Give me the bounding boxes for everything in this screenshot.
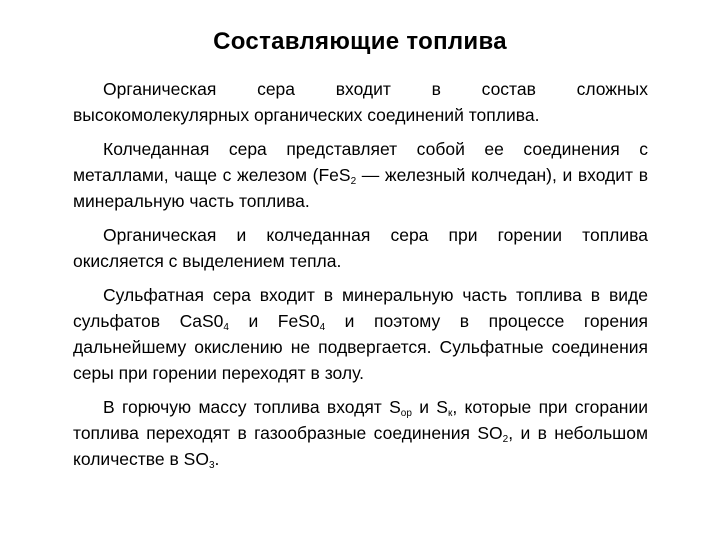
text-run: Сульфатная сера входит в минеральную часть топлива в виде сульфатов CaS0 — [73, 285, 648, 331]
paragraph-oxidation — [73, 222, 648, 274]
text-run: , и в небольшом количестве в SO — [73, 423, 648, 469]
subscript: 4 — [319, 322, 326, 333]
subscript: 2 — [502, 434, 509, 445]
text-run: . — [214, 449, 220, 469]
subscript: 3 — [208, 460, 215, 471]
slide-title: Составляющие топлива — [213, 28, 507, 55]
paragraph-pyrite-sulfur — [73, 136, 648, 214]
text-run: В горючую массу топлива входят S — [103, 397, 401, 417]
text-run: и FeS0 — [228, 311, 320, 331]
text-run: — железный колчедан), и входит в минеральную часть топлива. — [73, 165, 648, 211]
text-run: и S — [411, 397, 448, 417]
subscript: 2 — [350, 176, 357, 187]
text-run: , которые при сгорании топлива переходят в газообразные соединения SO — [73, 397, 649, 443]
paragraph-combustible-mass — [73, 394, 648, 472]
subscript: 4 — [223, 322, 229, 333]
paragraph-sulfate-sulfur — [73, 282, 648, 386]
text-run: и поэтому в процессе горения дальнейшему окислению не подвергается. Сульфатные соединения серы при горении переходят в золу. — [73, 311, 649, 383]
slide-body — [73, 76, 648, 480]
text-run: Органическая сера входит в состав сложных высокомолекулярных органических соединений топлива. — [73, 79, 648, 125]
text-run: Органическая и колчеданная сера при горении топлива окисляется с выделением тепла. — [73, 225, 648, 271]
subscript: ор — [400, 408, 412, 419]
text-run: Колчеданная сера представляет собой ее соединения с металлами, чаще с железом (FeS — [73, 139, 648, 185]
paragraph-organic-sulfur — [73, 76, 648, 128]
subscript: к — [447, 408, 453, 419]
